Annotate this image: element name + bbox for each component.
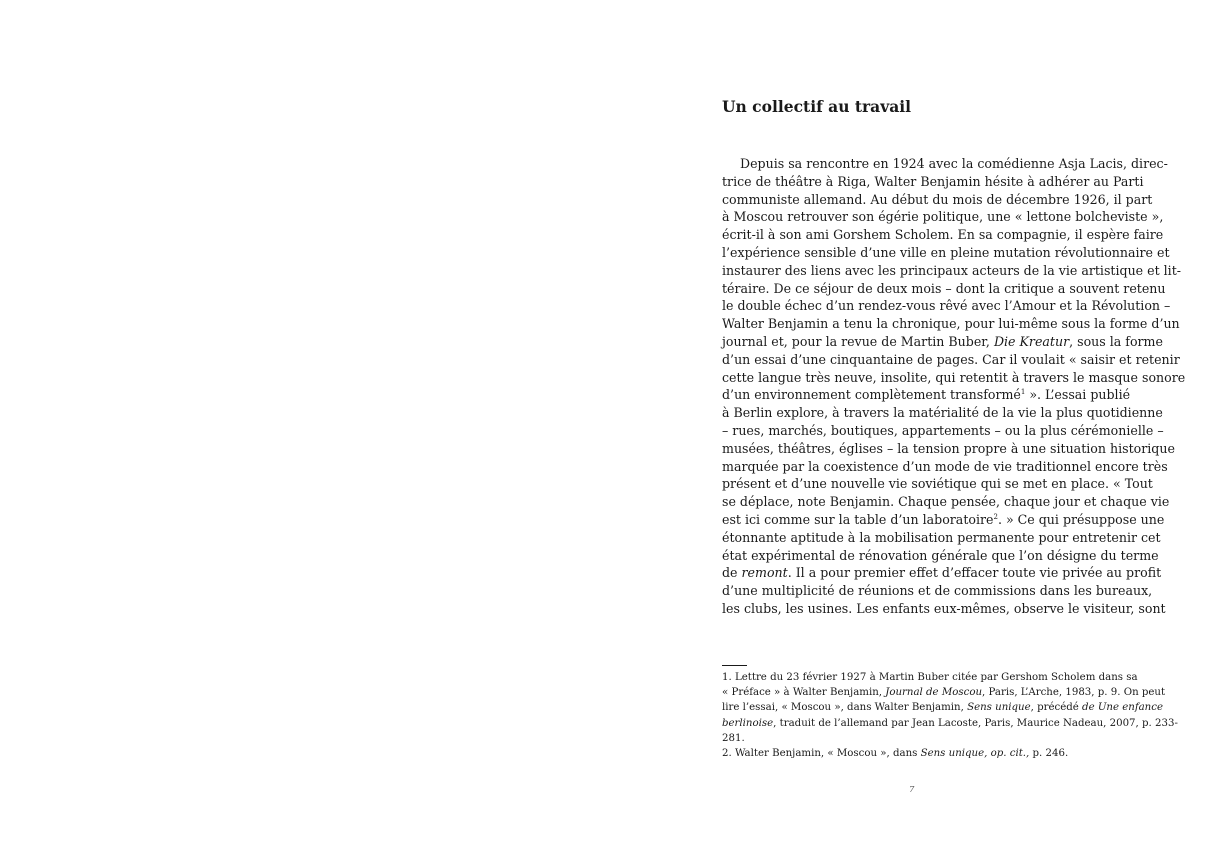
body-line: marquée par la coexistence d’un mode de vie traditionnel encore très <box>722 458 1168 474</box>
body-line <box>722 564 1162 582</box>
italic-title: Die Kreatur <box>993 333 1070 349</box>
footnote-line: 281. <box>722 732 745 744</box>
footnote-segment: , Paris, L’Arche, 1983, p. 9. On peut <box>982 687 1166 699</box>
body-line: d’une multiplicité de réunions et de commissions dans les bureaux, <box>722 583 1153 599</box>
italic-title: Sens unique, op. cit., <box>920 747 1030 759</box>
body-line: les clubs, les usines. Les enfants eux-mêmes, observe le visiteur, sont <box>722 600 1166 616</box>
body-line: l’expérience sensible d’une ville en pleine mutation révolutionnaire et <box>722 244 1170 260</box>
body-paragraph <box>722 155 1186 618</box>
italic-title: Journal de Moscou <box>885 687 983 699</box>
footnote-line: 1. Lettre du 23 février 1927 à Martin Buber citée par Gershom Scholem dans sa <box>722 672 1138 683</box>
body-text-segment: . » Ce qui présuppose une <box>997 511 1165 527</box>
footnote-line <box>722 716 1178 731</box>
body-line: d’un essai d’une cinquantaine de pages. Car il voulait « saisir et retenir <box>722 351 1180 367</box>
body-line: trice de théâtre à Riga, Walter Benjamin hésite à adhérer au Parti <box>722 173 1144 189</box>
footnote-ref-1[interactable]: 1 <box>1020 388 1026 397</box>
footnote-segment: , précédé <box>1030 702 1083 714</box>
body-line: Walter Benjamin a tenu la chronique, pour lui-même sous la forme d’un <box>722 316 1180 332</box>
body-line: communiste allemand. Au début du mois de décembre 1926, il part <box>722 191 1153 207</box>
body-line: à Moscou retrouver son égérie politique, une « lettone bolcheviste », <box>722 209 1164 225</box>
body-line: écrit-il à son ami Gorshem Scholem. En sa compagnie, il espère faire <box>722 227 1164 243</box>
body-text-segment: ». L’essai publié <box>1025 387 1131 403</box>
footnote-separator <box>722 665 747 666</box>
body-line: se déplace, note Benjamin. Chaque pensée, chaque jour et chaque vie <box>722 494 1170 510</box>
footnote-ref-2[interactable]: 2 <box>993 512 998 521</box>
italic-title: de Une enfance <box>1082 702 1163 714</box>
italic-title: Sens unique <box>967 702 1031 714</box>
body-line <box>722 386 1131 404</box>
body-text-segment: est ici comme sur la table d’un laboratoire <box>722 511 994 527</box>
body-line: instaurer des liens avec les principaux acteurs de la vie artistique et lit- <box>722 262 1182 278</box>
body-text-segment: de <box>722 565 742 581</box>
body-line <box>722 511 1165 529</box>
footnote-line <box>722 746 1119 761</box>
body-line: à Berlin explore, à travers la matérialité de la vie la plus quotidienne <box>722 405 1163 421</box>
body-line: Depuis sa rencontre en 1924 avec la comédienne Asja Lacis, direc- <box>740 156 1168 171</box>
body-line: téraire. De ce séjour de deux mois – dont la critique a souvent retenu <box>722 280 1166 296</box>
body-line: étonnante aptitude à la mobilisation permanente pour entretenir cet <box>722 529 1161 545</box>
body-line: cette langue très neuve, insolite, qui retentit à travers le masque sonore <box>722 369 1186 385</box>
body-line: musées, théâtres, églises – la tension propre à une situation historique <box>722 440 1175 456</box>
body-line: le double échec d’un rendez-vous rêvé avec l’Amour et la Révolution – <box>722 298 1171 314</box>
body-text-segment: , sous la forme <box>1069 333 1163 349</box>
footnote-segment: 2. Walter Benjamin, « Moscou », dans <box>722 747 921 759</box>
footnote-line <box>722 700 1163 715</box>
page-number: 7 <box>909 785 915 795</box>
body-line: présent et d’une nouvelle vie soviétique qui se met en place. « Tout <box>722 476 1153 492</box>
italic-term: remont <box>741 565 788 581</box>
body-text-segment: journal et, pour la revue de Martin Buber, <box>722 333 994 349</box>
footnote-segment: lire l’essai, « Moscou », dans Walter Benjamin, <box>722 702 968 714</box>
italic-title: berlinoise <box>722 717 774 729</box>
footnote-line <box>722 685 1166 700</box>
body-text-segment: d’un environnement complètement transformé <box>722 387 1021 403</box>
footnotes <box>722 670 1178 761</box>
footnote-segment: p. 246. <box>1029 747 1069 759</box>
footnote-segment: , traduit de l’allemand par Jean Lacoste, Paris, Maurice Nadeau, 2007, p. 233- <box>773 717 1178 729</box>
body-line: état expérimental de rénovation générale que l’on désigne du terme <box>722 547 1159 563</box>
body-text-segment: . Il a pour premier effet d’effacer toute vie privée au profit <box>787 565 1162 581</box>
body-line: – rues, marchés, boutiques, appartements – ou la plus cérémonielle – <box>722 422 1164 438</box>
chapter-title: Un collectif au travail <box>722 97 912 116</box>
right-page <box>613 0 1226 865</box>
body-line <box>722 333 1163 351</box>
footnote-segment: « Préface » à Walter Benjamin, <box>722 687 886 699</box>
